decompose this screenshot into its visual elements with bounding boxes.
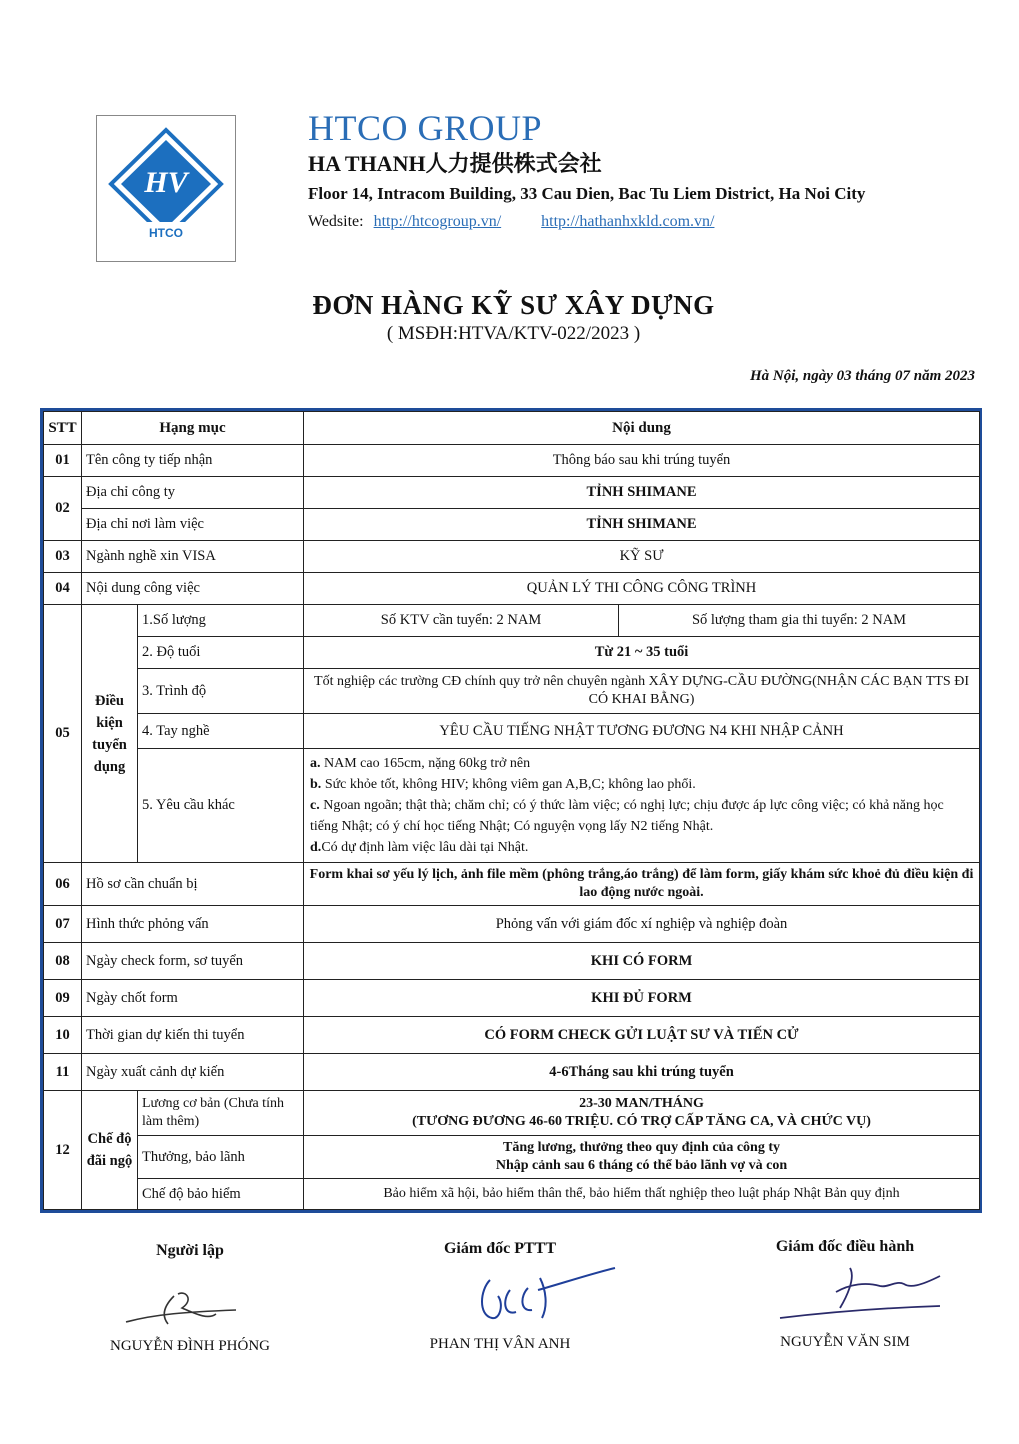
order-table [40,408,982,1213]
row-value: CÓ FORM CHECK GỬI LUẬT SƯ VÀ TIẾN CỬ [304,1017,980,1054]
table-row [44,1179,980,1210]
svg-text:HTCO: HTCO [149,226,183,240]
row-value: QUẢN LÝ THI CÔNG CÔNG TRÌNH [304,573,980,605]
table-row: 03 Ngành nghề xin VISA KỸ SƯ [44,541,980,573]
signature-role: Giám đốc PTTT [443,1240,556,1257]
website-link-htcogroup[interactable]: http://htcogroup.vn/ [373,213,502,230]
list-item: d.Có dự định làm việc lâu dài tại Nhật. [310,840,529,855]
salary-value: 23-30 MAN/THÁNG (TƯƠNG ĐƯƠNG 46-60 TRIỆU. CÓ TRỢ CẤP TĂNG CA, VÀ CHỨC VỤ) [304,1091,980,1136]
bonus-value: Tăng lương, thưởng theo quy định của công ty Nhập cảnh sau 6 tháng có thể bảo lãnh vợ và con [304,1136,980,1179]
handwritten-signature-icon [116,1284,256,1334]
signature-name: NGUYỄN ĐÌNH PHÓNG [110,1338,270,1354]
website-link-hathanh[interactable]: http://hathanhxkld.com.vn/ [541,213,715,230]
row-value: Tốt nghiệp các trường CĐ chính quy trở nên chuyên ngành XÂY DỰNG-CẦU ĐƯỜNG(NHẬN CÁC BẠN TTS ĐI CÓ KHAI BẰNG) [304,669,980,714]
signature-role: Giám đốc điều hành [775,1238,915,1255]
row-label: Địa chỉ nơi làm việc [82,509,304,541]
table-row: 02 Địa chỉ công ty TỈNH SHIMANE [44,477,980,509]
list-item: c. Ngoan ngoãn; thật thà; chăm chỉ; có ý thức làm việc; có nghị lực; chịu được áp lực công việc; có khả năng học tiếng Nhật; có ý chí học tiếng Nhật; Có nguyện vọng lấy N2 tiếng Nhật. [310,798,944,834]
row-value: Bảo hiểm xã hội, bảo hiểm thân thể, bảo hiểm thất nghiệp theo luật pháp Nhật Bản quy định [304,1179,980,1210]
row-label: Thưởng, bảo lãnh [138,1136,304,1179]
signature-role: Người lập [156,1242,224,1259]
table-row: 08 Ngày check form, sơ tuyển KHI CÓ FORM [44,943,980,980]
row-label: Tên công ty tiếp nhận [82,445,304,477]
row-value: Thông báo sau khi trúng tuyển [304,445,980,477]
table-row [44,1136,980,1179]
conditions-group-label: Điều kiện tuyển dụng [82,605,138,863]
row-label: Nội dung công việc [82,573,304,605]
row-label: 3. Trình độ [138,669,304,714]
row-value: Từ 21 ~ 35 tuổi [304,637,980,669]
website-line [308,210,865,234]
table-row: 09 Ngày chốt form KHI ĐỦ FORM [44,980,980,1017]
table-row [44,637,980,669]
document-title-block [0,290,1019,345]
row-label: Ngày chốt form [82,980,304,1017]
svg-text:HV: HV [144,166,188,199]
row-label: Thời gian dự kiến thi tuyển [82,1017,304,1054]
document-date: Hà Nội, ngày 03 tháng 07 năm 2023 [749,368,975,384]
list-item: b. Sức khỏe tốt, không HIV; không viêm gan A,B,C; không lao phổi. [310,777,696,792]
company-address: Floor 14, Intracom Building, 33 Cau Dien, Bac Tu Liem District, Ha Noi City [308,184,866,203]
row-label: Lương cơ bản (Chưa tính làm thêm) [138,1091,304,1136]
company-logo [96,115,236,262]
table-row: 05 Điều kiện tuyển dụng 1.Số lượng Số KTV cần tuyển: 2 NAM Số lượng tham gia thi tuyển: 2 NAM [44,605,980,637]
row-label: Ngành nghề xin VISA [82,541,304,573]
handwritten-signature-icon [770,1258,950,1328]
company-name: HA THANH人力提供株式会社 [308,151,602,176]
row-label: Hình thức phỏng vấn [82,906,304,943]
header-stt: STT [44,412,82,445]
row-value: Số KTV cần tuyển: 2 NAM [304,605,619,637]
header-content: Nội dung [304,412,980,445]
row-value: Số lượng tham gia thi tuyển: 2 NAM [619,605,980,637]
htco-logo-icon [105,126,227,248]
document-title: ĐƠN HÀNG KỸ SƯ XÂY DỰNG [312,290,715,320]
order-code: ( MSĐH:HTVA/KTV-022/2023 ) [386,323,641,344]
signature-name: NGUYỄN VĂN SIM [780,1334,910,1350]
website-label: Wedsite: [308,213,364,230]
row-label: Chế độ bảo hiểm [138,1179,304,1210]
row-value: Phỏng vấn với giám đốc xí nghiệp và nghiệp đoàn [304,906,980,943]
list-item: a. NAM cao 165cm, nặng 60kg trở nên [310,756,531,771]
table-row: 12 Chế độ đãi ngộ Lương cơ bản (Chưa tính làm thêm) 23-30 MAN/THÁNG (TƯƠNG ĐƯƠNG 46-60 TRIỆU. CÓ TRỢ CẤP TĂNG CA, VÀ CHỨC VỤ) [44,1091,980,1136]
row-label: Ngày xuất cảnh dự kiến [82,1054,304,1091]
table-row: 10 Thời gian dự kiến thi tuyển CÓ FORM CHECK GỬI LUẬT SƯ VÀ TIẾN CỬ [44,1017,980,1054]
row-value: YÊU CẦU TIẾNG NHẬT TƯƠNG ĐƯƠNG N4 KHI NHẬP CẢNH [304,714,980,749]
row-label: Địa chỉ công ty [82,477,304,509]
header-category: Hạng mục [82,412,304,445]
table-row: 06 Hồ sơ cần chuẩn bị Form khai sơ yếu lý lịch, ảnh file mềm (phông trắng,áo trắng) để làm form, giấy khám sức khoẻ đủ điều kiện đi lao động nước ngoài. [44,863,980,906]
row-label: 1.Số lượng [138,605,304,637]
table-row: 11 Ngày xuất cảnh dự kiến 4-6Tháng sau khi trúng tuyển [44,1054,980,1091]
table-row: 07 Hình thức phỏng vấn Phỏng vấn với giám đốc xí nghiệp và nghiệp đoàn [44,906,980,943]
table-row [44,509,980,541]
signature-block-executive-director [740,1238,950,1370]
row-label: Ngày check form, sơ tuyển [82,943,304,980]
signature-block-pttt-director [400,1240,600,1372]
row-value: 4-6Tháng sau khi trúng tuyển [304,1054,980,1091]
group-name: HTCO GROUP [308,108,543,148]
table-row [44,749,980,863]
table-row [44,714,980,749]
row-label: 2. Độ tuổi [138,637,304,669]
row-value: KỸ SƯ [304,541,980,573]
company-header [308,108,865,234]
row-label: Hồ sơ cần chuẩn bị [82,863,304,906]
row-value: KHI ĐỦ FORM [304,980,980,1017]
row-value: KHI CÓ FORM [304,943,980,980]
table-header-row [44,412,980,445]
row-value: Form khai sơ yếu lý lịch, ảnh file mềm (phông trắng,áo trắng) để làm form, giấy khám sức khoẻ đủ điều kiện đi lao động nước ngoài. [304,863,980,906]
row-value: TỈNH SHIMANE [304,477,980,509]
signature-block-creator [90,1242,290,1372]
benefits-group-label: Chế độ đãi ngộ [82,1091,138,1210]
handwritten-signature-icon [420,1260,620,1330]
row-label: 5. Yêu cầu khác [138,749,304,863]
table-row: 01 Tên công ty tiếp nhận Thông báo sau khi trúng tuyển [44,445,980,477]
row-value: TỈNH SHIMANE [304,509,980,541]
table-row [44,669,980,714]
other-requirements [304,749,980,863]
table-row: 04 Nội dung công việc QUẢN LÝ THI CÔNG CÔNG TRÌNH [44,573,980,605]
signature-name: PHAN THỊ VÂN ANH [429,1336,571,1352]
row-label: 4. Tay nghề [138,714,304,749]
